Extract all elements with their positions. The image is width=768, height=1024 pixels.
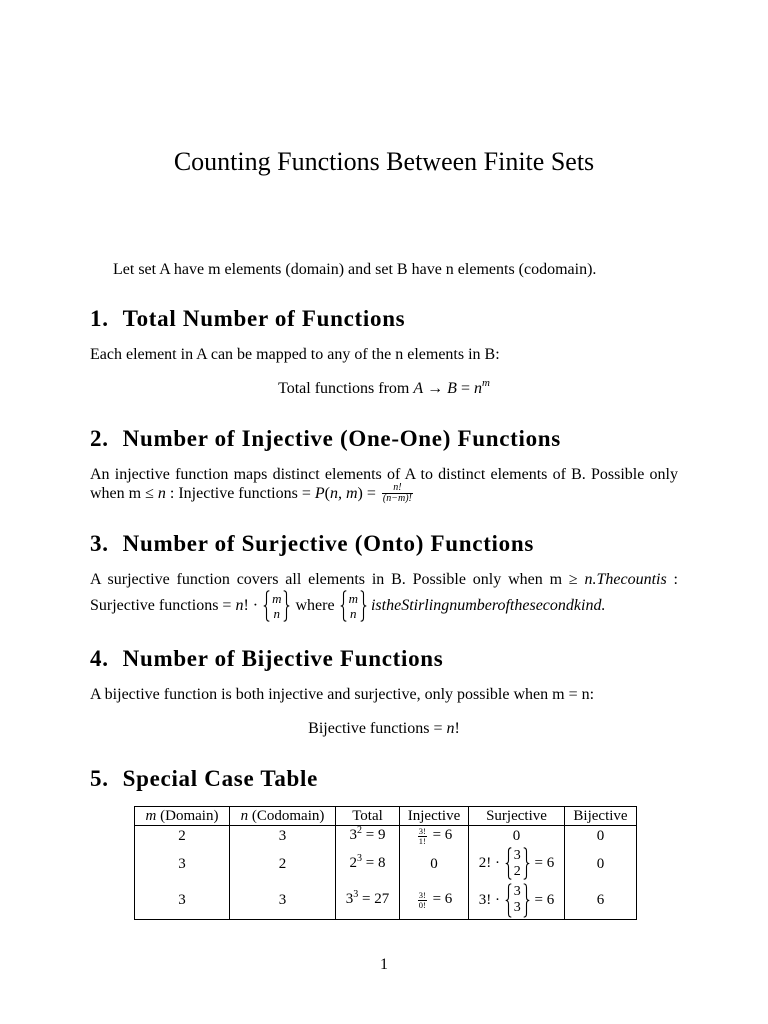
- formula-label: Surjective functions =: [90, 597, 236, 614]
- italic-run-on-text: n.Thecountis: [584, 571, 667, 588]
- section-title: Special Case Table: [122, 766, 319, 791]
- right-brace: [523, 883, 530, 918]
- injective-formula-line: [90, 483, 415, 505]
- intro-paragraph: Let set A have m elements (domain) and set B have n elements (codomain).: [113, 261, 597, 278]
- stirling-stack: [512, 884, 523, 916]
- power-base: 2: [349, 854, 358, 871]
- total-functions-formula: [90, 379, 678, 400]
- section-1-heading: [90, 305, 405, 333]
- factorial-symbol: !: [454, 720, 460, 737]
- open-paren: (: [324, 485, 330, 502]
- cell-bijective: 0: [565, 826, 637, 847]
- factorial-dot: ! ·: [243, 597, 263, 614]
- stirling-number: [505, 847, 530, 880]
- factorial-prefix: 3! ·: [478, 891, 504, 908]
- section-title: Total Number of Functions: [122, 306, 406, 331]
- section-number: 4.: [90, 646, 109, 671]
- colon-text: :: [666, 571, 679, 588]
- header-label: (Domain): [156, 808, 219, 824]
- stirling-bottom: 2: [513, 863, 521, 879]
- italic-run-on-text: istheStirlingnumberofthesecondkind.: [370, 597, 606, 614]
- result-text: = 6: [428, 827, 453, 844]
- cell-n: 2: [230, 846, 336, 881]
- stirling-bottom: n: [273, 606, 281, 622]
- cell-injective: [400, 826, 469, 847]
- cell-n: 3: [230, 881, 336, 920]
- table-header-row: [135, 807, 637, 826]
- cell-m: 2: [135, 826, 230, 847]
- stirling-top: m: [272, 591, 282, 607]
- stirling-stack: [347, 591, 360, 621]
- header-codomain: [230, 807, 336, 826]
- stirling-stack: [270, 591, 283, 621]
- section-5-heading: [90, 765, 318, 793]
- close-paren: ): [357, 485, 363, 502]
- document-title: Counting Functions Between Finite Sets: [173, 147, 595, 176]
- surjective-description: A surjective function covers all elements in B. Possible only when m ≥: [90, 571, 585, 588]
- section-number: 3.: [90, 531, 109, 556]
- permutation-function: P: [314, 485, 325, 502]
- section-1-text: Each element in A can be mapped to any of the n elements in B:: [90, 346, 500, 363]
- power-base: 3: [345, 891, 354, 907]
- section-3-line-1: [90, 570, 678, 590]
- cell-injective: [400, 881, 469, 920]
- variable-n: n: [157, 485, 166, 502]
- cell-n: 3: [230, 826, 336, 847]
- cell-surjective: [469, 846, 565, 881]
- table-row: [135, 826, 637, 847]
- equals-symbol: =: [456, 380, 474, 397]
- variable-n: n: [235, 597, 244, 614]
- header-label: (Codomain): [248, 808, 325, 824]
- factorial-prefix: 2! ·: [478, 854, 504, 871]
- fraction-denominator: 1!: [418, 835, 426, 846]
- result-text: = 9: [362, 827, 386, 843]
- fraction-numerator: 3!: [418, 825, 426, 836]
- left-brace: [505, 847, 512, 880]
- formula-label: : Injective functions =: [165, 485, 315, 502]
- fraction-denominator: (n−m)!: [382, 492, 412, 504]
- cell-total: [336, 826, 400, 847]
- formula-label: Total functions from: [278, 380, 414, 397]
- stirling-bottom: n: [350, 606, 357, 622]
- cell-injective: 0: [400, 846, 469, 881]
- section-4-heading: [90, 645, 443, 673]
- left-brace: [505, 883, 512, 918]
- page-number: 1: [380, 956, 388, 973]
- power-exponent: 2: [357, 825, 363, 836]
- section-title: Number of Injective (One-One) Functions: [122, 426, 561, 451]
- cell-bijective: 0: [565, 846, 637, 881]
- header-bijective: Bijective: [565, 807, 637, 826]
- cell-m: 3: [135, 881, 230, 920]
- result-text: = 6: [428, 891, 453, 908]
- section-number: 5.: [90, 766, 109, 791]
- power-exponent: m: [481, 377, 490, 389]
- right-brace: [283, 590, 290, 622]
- header-variable: n: [240, 808, 249, 824]
- cell-surjective: 0: [469, 826, 565, 847]
- stirling-stack: [512, 848, 523, 880]
- stirling-number: [505, 883, 530, 918]
- set-a-symbol: A: [413, 380, 424, 397]
- variable-n: n: [446, 720, 455, 737]
- stirling-bottom: 3: [513, 900, 521, 915]
- cell-total: [336, 881, 400, 920]
- section-title: Number of Surjective (Onto) Functions: [122, 531, 534, 556]
- section-3-heading: [90, 530, 534, 558]
- stirling-top: m: [348, 591, 358, 607]
- header-injective: Injective: [400, 807, 469, 826]
- left-brace: [340, 590, 347, 622]
- power-exponent: 3: [353, 889, 359, 900]
- section-4-text: A bijective function is both injective and surjective, only possible when m = n:: [90, 686, 595, 703]
- section-2-line-1: An injective function maps distinct elements of A to distinct elements of B. Possible only: [90, 466, 678, 483]
- permutation-fraction: [382, 483, 413, 504]
- section-2-heading: [90, 425, 561, 453]
- stirling-number: [340, 590, 367, 622]
- power-exponent: 3: [357, 852, 363, 864]
- cell-surjective: [469, 881, 565, 920]
- bijective-formula: [90, 719, 678, 739]
- table-row: [135, 881, 637, 920]
- header-total: Total: [336, 807, 400, 826]
- section-number: 1.: [90, 306, 109, 331]
- fraction-denominator: 0!: [418, 899, 426, 910]
- cell-total: [336, 846, 400, 881]
- right-brace: [360, 590, 367, 622]
- right-brace: [523, 847, 530, 880]
- fraction-numerator: 3!: [418, 889, 426, 900]
- formula-label: Bijective functions =: [308, 720, 447, 737]
- fraction-numerator: n!: [382, 483, 413, 494]
- result-text: = 6: [530, 854, 555, 871]
- special-case-table: [134, 806, 637, 920]
- condition-text: when m ≤: [90, 485, 158, 502]
- set-b-symbol: B: [447, 380, 457, 397]
- cell-m: 3: [135, 846, 230, 881]
- equals-symbol: =: [362, 485, 380, 502]
- left-brace: [263, 590, 270, 622]
- section-title: Number of Bijective Functions: [122, 646, 444, 671]
- header-surjective: Surjective: [469, 807, 565, 826]
- where-text: where: [291, 597, 339, 614]
- power-base: 3: [349, 827, 358, 843]
- result-text: = 27: [358, 891, 390, 907]
- stirling-top: 3: [513, 884, 521, 899]
- power-base: n: [473, 380, 482, 397]
- stirling-number: [263, 590, 290, 622]
- header-domain: [135, 807, 230, 826]
- stirling-top: 3: [513, 847, 521, 863]
- surjective-formula-line: [90, 588, 605, 624]
- cell-bijective: 6: [565, 881, 637, 920]
- table-row: [135, 846, 637, 881]
- factorial-fraction: [418, 891, 427, 910]
- section-number: 2.: [90, 426, 109, 451]
- header-variable: m: [145, 808, 157, 824]
- result-text: = 6: [530, 891, 555, 908]
- arrow-symbol: →: [423, 380, 448, 397]
- result-text: = 8: [362, 854, 386, 871]
- permutation-args: n, m: [329, 485, 358, 502]
- factorial-fraction: [418, 827, 427, 846]
